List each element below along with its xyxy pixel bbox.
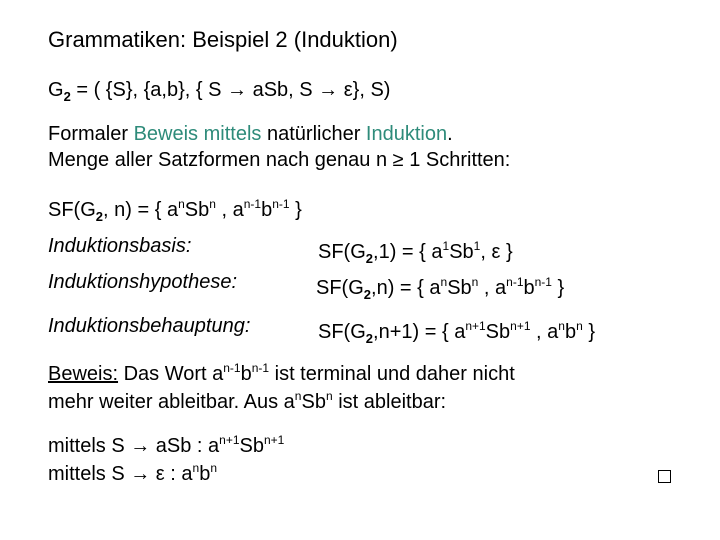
proof-superscript: n-1 (251, 361, 270, 375)
hypothesis-text: } (551, 277, 565, 299)
hypothesis-text: b (523, 277, 535, 299)
proof-intro-line1 (48, 122, 453, 146)
hypothesis-label: Induktionshypothese: (48, 271, 238, 293)
qed-box-icon (658, 470, 671, 483)
grammar-tuple: = ( {S}, {a,b}, { S → aSb, S → ε}, S) (70, 79, 391, 101)
basis-formula (318, 234, 513, 271)
claim-text: , a (530, 321, 559, 343)
claim-formula (318, 314, 595, 351)
slide-title: Grammatiken: Beispiel 2 (Induktion) (48, 27, 398, 52)
derivation-step-1 (48, 428, 284, 458)
step-text: Sb (239, 435, 264, 457)
basis-superscript: 1 (442, 239, 450, 253)
claim-text: b (564, 321, 577, 343)
sf-text: , a (215, 199, 244, 221)
sf-superscript: n-1 (243, 197, 262, 211)
hypothesis-text: SF(G (316, 277, 364, 299)
hypothesis-superscript: n-1 (534, 275, 552, 289)
step-text: b (199, 463, 211, 485)
derivation-step-2 (48, 456, 217, 486)
sf-text: SF(G (48, 199, 96, 221)
proof-label: Beweis: (48, 363, 119, 385)
sf-text: Sb (184, 199, 210, 221)
claim-superscript: n (576, 319, 583, 333)
claim-text: Sb (485, 321, 511, 343)
proof-text: ist ableitbar: (332, 391, 447, 413)
intro-highlight-mittels: mittels (203, 123, 262, 145)
grammar-subscript: 2 (63, 89, 71, 104)
hypothesis-subscript: 2 (363, 287, 372, 302)
proof-superscript: n (325, 389, 333, 403)
grammar-symbol: G (48, 79, 64, 101)
sf-text: b (261, 199, 273, 221)
step-superscript: n+1 (264, 433, 285, 447)
hypothesis-text: Sb (447, 277, 472, 299)
proof-text: Das Wort a (118, 363, 224, 385)
claim-superscript: n+1 (510, 319, 531, 333)
hypothesis-superscript: n (440, 275, 448, 289)
basis-text: ,1) = { a (373, 241, 443, 263)
proof-superscript: n-1 (223, 361, 241, 375)
claim-superscript: n+1 (465, 319, 486, 333)
sf-text: } (289, 199, 302, 221)
claim-subscript: 2 (365, 331, 374, 346)
proof-text: mehr weiter ableitbar. Aus a (48, 391, 295, 413)
sf-superscript: n (209, 197, 216, 211)
claim-text: ,n+1) = { a (373, 321, 466, 343)
sf-superscript: n-1 (272, 197, 290, 211)
intro-highlight-induktion: Induktion (365, 123, 448, 145)
grammar-definition (48, 78, 390, 109)
hypothesis-formula (316, 270, 564, 307)
intro-text: natürlicher (261, 123, 366, 145)
basis-text: SF(G (318, 241, 366, 263)
proof-text: ist terminal und daher nicht (269, 363, 515, 385)
proof-superscript: n (294, 389, 302, 403)
intro-text: . (447, 123, 453, 145)
step-superscript: n+1 (219, 433, 240, 447)
proof-line1 (48, 356, 515, 386)
hypothesis-superscript: n-1 (506, 275, 524, 289)
hypothesis-text: ,n) = { a (371, 277, 441, 299)
claim-label: Induktionsbehauptung: (48, 315, 251, 337)
hypothesis-text: , a (478, 277, 507, 299)
hypothesis-superscript: n (471, 275, 479, 289)
basis-text: , ε } (480, 241, 513, 263)
proof-line2 (48, 384, 446, 414)
sf-text: , n) = { a (103, 199, 179, 221)
sf-superscript: n (178, 197, 185, 211)
basis-label: Induktionsbasis: (48, 235, 192, 257)
proof-intro-line2: Menge aller Satzformen nach genau n ≥ 1 Schritten: (48, 149, 511, 171)
basis-subscript: 2 (365, 251, 374, 266)
claim-text: } (582, 321, 596, 343)
basis-superscript: 1 (473, 239, 481, 253)
step-superscript: n (210, 461, 218, 475)
step-text: mittels S → ε : a (48, 463, 193, 485)
intro-highlight-beweis: Beweis (133, 123, 199, 145)
step-superscript: n (192, 461, 200, 475)
proof-text: b (240, 363, 252, 385)
claim-superscript: n (558, 319, 565, 333)
basis-text: Sb (449, 241, 474, 263)
intro-text: Formaler (48, 123, 134, 145)
proof-text: Sb (301, 391, 326, 413)
sentential-forms-definition (48, 192, 302, 229)
step-text: mittels S → aSb : a (48, 435, 220, 457)
claim-text: SF(G (318, 321, 366, 343)
sf-subscript: 2 (95, 209, 104, 224)
